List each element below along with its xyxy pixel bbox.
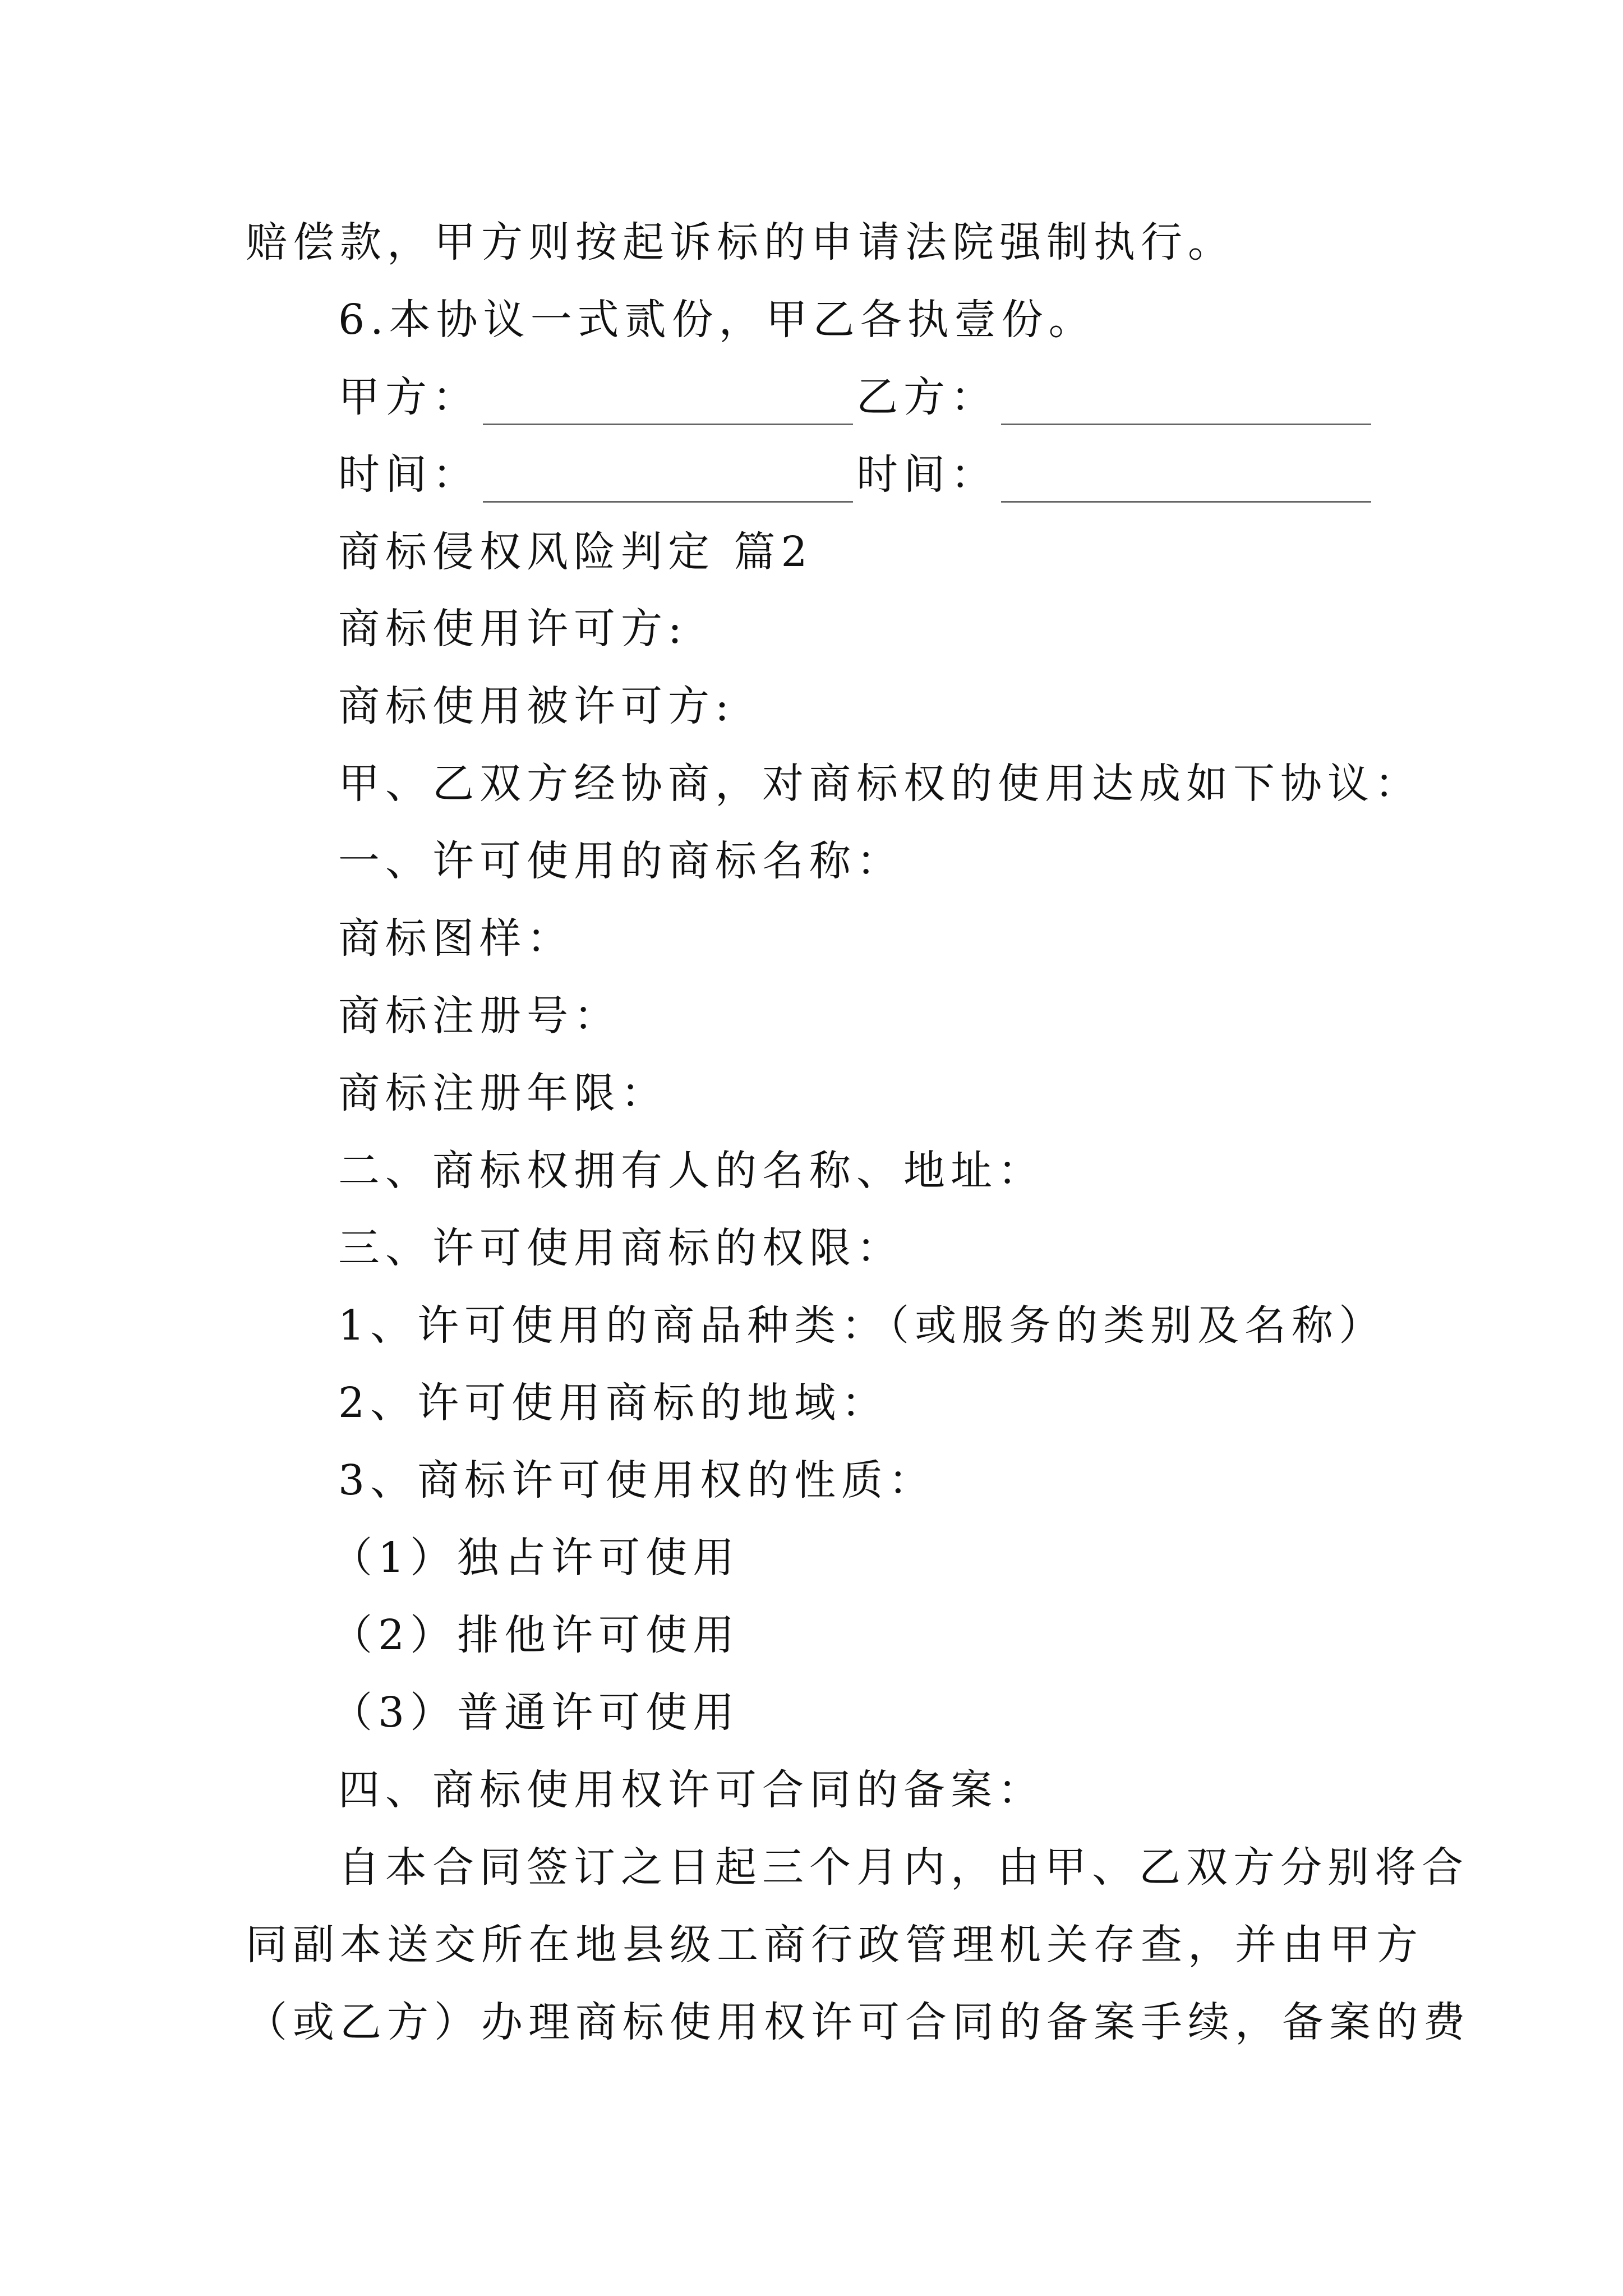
text-line: 赔偿款，甲方则按起诉标的申请法院强制执行。 bbox=[246, 218, 1235, 266]
time-blank bbox=[483, 457, 853, 503]
signature-row bbox=[338, 447, 1375, 503]
text-line: 商标注册号： bbox=[338, 992, 621, 1040]
time-blank bbox=[1001, 457, 1371, 503]
party-a-blank bbox=[483, 380, 853, 425]
list-item: （1）独占许可使用 bbox=[331, 1534, 740, 1582]
time-label: 时间： bbox=[338, 450, 479, 499]
list-item: （2）排他许可使用 bbox=[331, 1611, 740, 1659]
text-line: 3、商标许可使用权的性质： bbox=[338, 1456, 936, 1504]
text-line: 四、商标使用权许可合同的备案： bbox=[338, 1766, 1045, 1814]
text-line: 商标注册年限： bbox=[338, 1069, 668, 1117]
text-line: 二、商标权拥有人的名称、地址： bbox=[338, 1147, 1045, 1195]
text-line: 商标图样： bbox=[338, 914, 574, 963]
party-b-blank bbox=[1001, 380, 1371, 425]
text-line: 甲、乙双方经协商，对商标权的使用达成如下协议： bbox=[338, 760, 1422, 808]
party-a-label: 甲方： bbox=[338, 373, 479, 421]
text-line: 一、许可使用的商标名称： bbox=[338, 837, 903, 885]
text-line: 商标使用许可方: bbox=[338, 605, 688, 653]
text-line: 商标使用被许可方: bbox=[338, 682, 735, 730]
section-title: 商标侵权风险判定 篇2 bbox=[338, 528, 813, 576]
text-line: 1、许可使用的商品种类：（或服务的类别及名称） bbox=[338, 1301, 1386, 1350]
text-line: 2、许可使用商标的地域： bbox=[338, 1379, 889, 1427]
text-line: 三、许可使用商标的权限： bbox=[338, 1224, 903, 1272]
list-item: （3）普通许可使用 bbox=[331, 1688, 740, 1737]
text-line: 6.本协议一式贰份，甲乙各执壹份。 bbox=[338, 296, 1096, 344]
signature-row bbox=[338, 369, 1375, 425]
paragraph-line: 自本合同签订之日起三个月内，由甲、乙双方分别将合 bbox=[338, 1843, 1469, 1892]
paragraph-line: （或乙方）办理商标使用权许可合同的备案手续，备案的费 bbox=[246, 1998, 1470, 2046]
paragraph-line: 同副本送交所在地县级工商行政管理机关存查，并由甲方 bbox=[246, 1921, 1423, 1969]
party-b-label: 乙方： bbox=[856, 373, 998, 421]
time-label: 时间： bbox=[856, 450, 998, 499]
